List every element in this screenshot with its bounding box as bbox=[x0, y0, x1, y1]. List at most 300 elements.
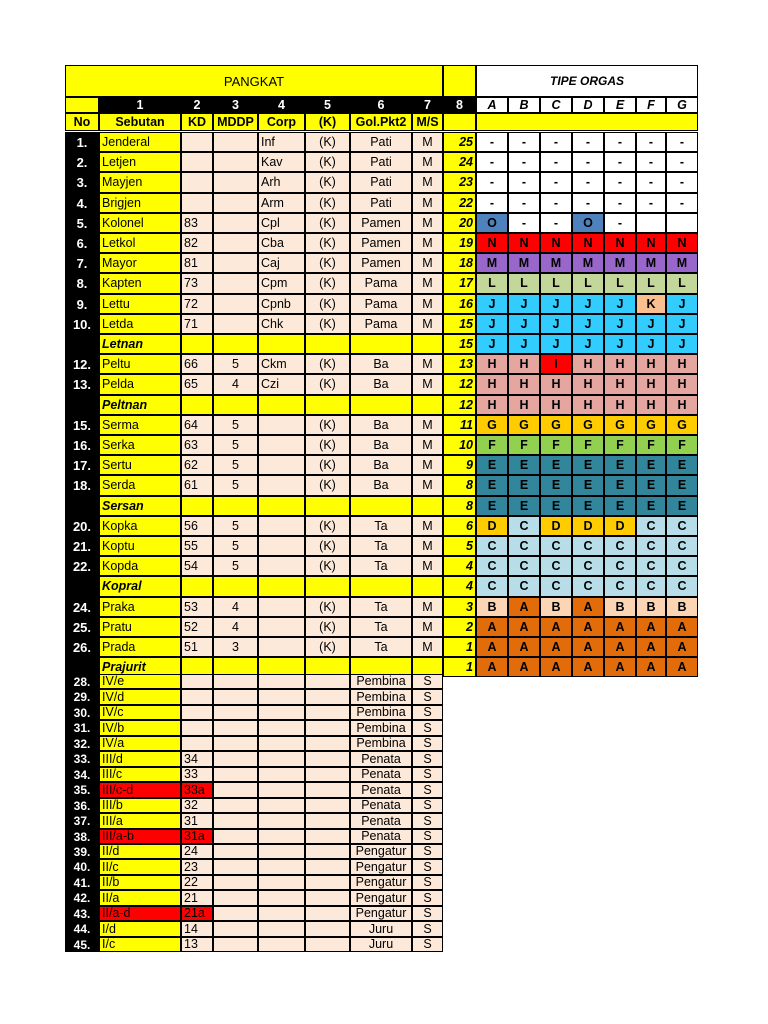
type-cell[interactable]: F bbox=[476, 435, 508, 455]
type-cell[interactable]: N bbox=[572, 233, 604, 253]
group-blank-cell[interactable] bbox=[350, 334, 412, 354]
gol-cell[interactable]: Pembina bbox=[350, 736, 412, 751]
type-cell[interactable]: M bbox=[604, 253, 636, 273]
kd-cell[interactable]: 52 bbox=[181, 617, 213, 637]
mddp-cell[interactable] bbox=[213, 273, 258, 294]
k-cell[interactable]: (K) bbox=[305, 536, 350, 556]
gol-cell[interactable]: Pengatur bbox=[350, 844, 412, 859]
blank-cell[interactable] bbox=[213, 705, 258, 720]
rank-name[interactable]: Letjen bbox=[99, 152, 181, 172]
gol-cell[interactable]: Ta bbox=[350, 516, 412, 536]
type-cell[interactable]: A bbox=[666, 637, 698, 657]
ms-cell[interactable]: M bbox=[412, 597, 443, 617]
blank-cell[interactable] bbox=[258, 906, 305, 921]
column-number[interactable]: 2 bbox=[181, 97, 213, 113]
header-ms[interactable]: M/S bbox=[412, 113, 443, 131]
type-cell[interactable]: - bbox=[604, 193, 636, 213]
gol-cell[interactable]: Pamen bbox=[350, 253, 412, 273]
type-cell[interactable]: J bbox=[636, 334, 666, 354]
row-number[interactable]: 38. bbox=[65, 829, 99, 844]
type-cell[interactable]: C bbox=[476, 556, 508, 576]
type-cell[interactable]: C bbox=[604, 536, 636, 556]
level-cell[interactable]: 4 bbox=[443, 556, 476, 576]
row-number[interactable] bbox=[65, 334, 99, 354]
row-number[interactable]: 31. bbox=[65, 720, 99, 736]
group-label[interactable]: Letnan bbox=[99, 334, 181, 354]
type-cell[interactable]: A bbox=[666, 657, 698, 677]
blank-cell[interactable] bbox=[305, 844, 350, 859]
blank-cell[interactable] bbox=[305, 813, 350, 829]
rank-name[interactable]: Letkol bbox=[99, 233, 181, 253]
ms-cell[interactable]: S bbox=[412, 844, 443, 859]
mddp-cell[interactable] bbox=[213, 172, 258, 193]
type-cell[interactable]: C bbox=[476, 576, 508, 597]
level-cell[interactable]: 23 bbox=[443, 172, 476, 193]
ms-cell[interactable]: M bbox=[412, 435, 443, 455]
ms-cell[interactable]: S bbox=[412, 859, 443, 875]
mddp-cell[interactable]: 4 bbox=[213, 597, 258, 617]
type-cell[interactable]: H bbox=[604, 395, 636, 415]
level-cell[interactable]: 15 bbox=[443, 334, 476, 354]
gol-cell[interactable]: Pengatur bbox=[350, 890, 412, 906]
type-cell[interactable]: B bbox=[476, 597, 508, 617]
level-cell[interactable]: 15 bbox=[443, 314, 476, 334]
rank-name[interactable]: Praka bbox=[99, 597, 181, 617]
row-number[interactable]: 39. bbox=[65, 844, 99, 859]
type-cell[interactable]: O bbox=[572, 213, 604, 233]
k-cell[interactable]: (K) bbox=[305, 374, 350, 395]
type-header-c[interactable]: C bbox=[540, 97, 572, 113]
gol-cell[interactable]: Ta bbox=[350, 637, 412, 657]
kd-cell[interactable]: 14 bbox=[181, 921, 213, 937]
row-number[interactable] bbox=[65, 496, 99, 516]
rank-name[interactable]: Mayjen bbox=[99, 172, 181, 193]
blank-cell[interactable] bbox=[213, 736, 258, 751]
grade-name[interactable]: III/a bbox=[99, 813, 181, 829]
blank-cell[interactable] bbox=[305, 921, 350, 937]
type-cell[interactable]: E bbox=[636, 475, 666, 496]
type-cell[interactable]: J bbox=[604, 294, 636, 314]
grade-name[interactable]: IV/e bbox=[99, 674, 181, 689]
gol-cell[interactable]: Penata bbox=[350, 782, 412, 798]
type-cell[interactable]: A bbox=[572, 617, 604, 637]
group-blank-cell[interactable] bbox=[258, 334, 305, 354]
type-cell[interactable]: - bbox=[666, 132, 698, 152]
grade-name[interactable]: IV/b bbox=[99, 720, 181, 736]
k-cell[interactable]: (K) bbox=[305, 637, 350, 657]
gol-cell[interactable]: Pembina bbox=[350, 705, 412, 720]
blank-cell[interactable] bbox=[213, 782, 258, 798]
kd-cell[interactable]: 62 bbox=[181, 455, 213, 475]
row-number[interactable]: 8. bbox=[65, 273, 99, 294]
ms-cell[interactable]: M bbox=[412, 516, 443, 536]
type-cell[interactable]: A bbox=[572, 597, 604, 617]
ms-cell[interactable]: S bbox=[412, 782, 443, 798]
kd-cell[interactable]: 22 bbox=[181, 875, 213, 890]
type-cell[interactable]: A bbox=[540, 657, 572, 677]
type-cell[interactable]: E bbox=[666, 475, 698, 496]
row-number[interactable]: 41. bbox=[65, 875, 99, 890]
corp-cell[interactable] bbox=[258, 637, 305, 657]
k-cell[interactable]: (K) bbox=[305, 435, 350, 455]
type-cell[interactable]: E bbox=[666, 496, 698, 516]
level-cell[interactable]: 12 bbox=[443, 395, 476, 415]
blank-cell[interactable] bbox=[305, 937, 350, 952]
corp-cell[interactable]: Inf bbox=[258, 132, 305, 152]
type-cell[interactable]: J bbox=[572, 334, 604, 354]
type-cell[interactable]: - bbox=[636, 193, 666, 213]
group-blank-cell[interactable] bbox=[181, 395, 213, 415]
type-cell[interactable]: C bbox=[636, 556, 666, 576]
type-cell[interactable]: H bbox=[508, 395, 540, 415]
type-cell[interactable]: - bbox=[604, 152, 636, 172]
type-cell[interactable]: A bbox=[508, 597, 540, 617]
row-number[interactable]: 24. bbox=[65, 597, 99, 617]
row-number[interactable]: 43. bbox=[65, 906, 99, 921]
blank-cell[interactable] bbox=[258, 782, 305, 798]
blank-cell[interactable] bbox=[305, 798, 350, 813]
ms-cell[interactable]: S bbox=[412, 906, 443, 921]
ms-cell[interactable]: M bbox=[412, 273, 443, 294]
rank-name[interactable]: Pelda bbox=[99, 374, 181, 395]
gol-cell[interactable]: Ba bbox=[350, 435, 412, 455]
group-label[interactable]: Sersan bbox=[99, 496, 181, 516]
type-cell[interactable]: F bbox=[572, 435, 604, 455]
type-cell[interactable]: J bbox=[540, 334, 572, 354]
corp-cell[interactable]: Cpnb bbox=[258, 294, 305, 314]
type-cell[interactable]: - bbox=[508, 193, 540, 213]
row-number[interactable]: 13. bbox=[65, 374, 99, 395]
row-number[interactable]: 4. bbox=[65, 193, 99, 213]
blank-cell[interactable] bbox=[258, 921, 305, 937]
group-blank-cell[interactable] bbox=[258, 496, 305, 516]
type-cell[interactable]: E bbox=[636, 455, 666, 475]
type-cell[interactable]: J bbox=[604, 334, 636, 354]
level-cell[interactable]: 12 bbox=[443, 374, 476, 395]
corp-cell[interactable]: Kav bbox=[258, 152, 305, 172]
gol-cell[interactable]: Pengatur bbox=[350, 906, 412, 921]
type-cell[interactable]: H bbox=[476, 374, 508, 395]
kd-cell[interactable]: 65 bbox=[181, 374, 213, 395]
type-cell[interactable]: H bbox=[666, 395, 698, 415]
type-cell[interactable]: E bbox=[508, 455, 540, 475]
type-cell[interactable]: - bbox=[572, 132, 604, 152]
type-cell[interactable]: G bbox=[476, 415, 508, 435]
kd-cell[interactable]: 54 bbox=[181, 556, 213, 576]
type-cell[interactable]: H bbox=[476, 354, 508, 374]
type-cell[interactable]: - bbox=[572, 172, 604, 193]
mddp-cell[interactable]: 5 bbox=[213, 415, 258, 435]
blank-cell[interactable] bbox=[213, 875, 258, 890]
level-cell[interactable]: 8 bbox=[443, 475, 476, 496]
blank-cell[interactable] bbox=[258, 674, 305, 689]
group-blank-cell[interactable] bbox=[305, 334, 350, 354]
type-cell[interactable]: H bbox=[636, 395, 666, 415]
gol-cell[interactable]: Ba bbox=[350, 475, 412, 496]
type-cell[interactable]: J bbox=[540, 314, 572, 334]
ms-cell[interactable]: S bbox=[412, 798, 443, 813]
column-number[interactable]: 8 bbox=[443, 97, 476, 113]
group-blank-cell[interactable] bbox=[181, 496, 213, 516]
level-cell[interactable]: 18 bbox=[443, 253, 476, 273]
group-blank-cell[interactable] bbox=[181, 576, 213, 597]
blank-cell[interactable] bbox=[213, 859, 258, 875]
corp-cell[interactable]: Arm bbox=[258, 193, 305, 213]
type-cell[interactable]: G bbox=[508, 415, 540, 435]
type-cell[interactable]: J bbox=[666, 334, 698, 354]
header-corp[interactable]: Corp bbox=[258, 113, 305, 131]
type-cell[interactable]: C bbox=[508, 556, 540, 576]
blank-cell[interactable] bbox=[305, 767, 350, 782]
level-cell[interactable]: 22 bbox=[443, 193, 476, 213]
kd-cell[interactable] bbox=[181, 152, 213, 172]
type-cell[interactable]: A bbox=[508, 617, 540, 637]
type-cell[interactable]: J bbox=[666, 314, 698, 334]
header-gol[interactable]: Gol.Pkt2 bbox=[350, 113, 412, 131]
rank-name[interactable]: Jenderal bbox=[99, 132, 181, 152]
ms-cell[interactable]: M bbox=[412, 637, 443, 657]
type-cell[interactable]: L bbox=[508, 273, 540, 294]
type-cell[interactable]: H bbox=[540, 374, 572, 395]
blank-cell[interactable] bbox=[305, 705, 350, 720]
type-cell[interactable]: - bbox=[540, 152, 572, 172]
k-cell[interactable]: (K) bbox=[305, 172, 350, 193]
group-blank-cell[interactable] bbox=[305, 395, 350, 415]
blank-cell[interactable] bbox=[213, 751, 258, 767]
type-cell[interactable]: F bbox=[636, 435, 666, 455]
type-cell[interactable]: N bbox=[604, 233, 636, 253]
ms-cell[interactable]: S bbox=[412, 689, 443, 705]
blank-cell[interactable] bbox=[213, 813, 258, 829]
corp-cell[interactable] bbox=[258, 475, 305, 496]
gol-cell[interactable]: Pama bbox=[350, 273, 412, 294]
type-cell[interactable]: - bbox=[636, 132, 666, 152]
kd-cell[interactable] bbox=[181, 689, 213, 705]
gol-cell[interactable]: Ba bbox=[350, 455, 412, 475]
mddp-cell[interactable] bbox=[213, 314, 258, 334]
mddp-cell[interactable] bbox=[213, 213, 258, 233]
kd-cell[interactable]: 23 bbox=[181, 859, 213, 875]
rank-name[interactable]: Serma bbox=[99, 415, 181, 435]
kd-cell[interactable] bbox=[181, 132, 213, 152]
type-cell[interactable]: A bbox=[508, 657, 540, 677]
blank-cell[interactable] bbox=[305, 890, 350, 906]
gol-cell[interactable]: Ta bbox=[350, 617, 412, 637]
gol-cell[interactable]: Ba bbox=[350, 374, 412, 395]
header-kd[interactable]: KD bbox=[181, 113, 213, 131]
gol-cell[interactable]: Pembina bbox=[350, 689, 412, 705]
row-number[interactable]: 33. bbox=[65, 751, 99, 767]
blank-cell[interactable] bbox=[258, 829, 305, 844]
type-cell[interactable]: F bbox=[540, 435, 572, 455]
ms-cell[interactable]: M bbox=[412, 132, 443, 152]
kd-cell[interactable]: 61 bbox=[181, 475, 213, 496]
kd-cell[interactable]: 72 bbox=[181, 294, 213, 314]
type-cell[interactable]: L bbox=[666, 273, 698, 294]
rank-name[interactable]: Serda bbox=[99, 475, 181, 496]
ms-cell[interactable]: M bbox=[412, 152, 443, 172]
type-cell[interactable]: E bbox=[572, 455, 604, 475]
type-cell[interactable]: J bbox=[636, 314, 666, 334]
type-cell[interactable]: C bbox=[636, 516, 666, 536]
type-cell[interactable]: H bbox=[666, 374, 698, 395]
type-cell[interactable]: C bbox=[636, 536, 666, 556]
row-number[interactable]: 32. bbox=[65, 736, 99, 751]
grade-name[interactable]: II/a-d bbox=[99, 906, 181, 921]
k-cell[interactable]: (K) bbox=[305, 314, 350, 334]
blank-cell[interactable] bbox=[213, 767, 258, 782]
type-cell[interactable]: H bbox=[604, 374, 636, 395]
group-blank-cell[interactable] bbox=[412, 395, 443, 415]
mddp-cell[interactable]: 4 bbox=[213, 617, 258, 637]
mddp-cell[interactable]: 5 bbox=[213, 435, 258, 455]
type-cell[interactable]: E bbox=[476, 475, 508, 496]
grade-name[interactable]: IV/d bbox=[99, 689, 181, 705]
corp-cell[interactable]: Czi bbox=[258, 374, 305, 395]
gol-cell[interactable]: Pati bbox=[350, 132, 412, 152]
blank-cell[interactable] bbox=[213, 921, 258, 937]
kd-cell[interactable]: 33a bbox=[181, 782, 213, 798]
type-cell[interactable]: N bbox=[636, 233, 666, 253]
corp-cell[interactable] bbox=[258, 516, 305, 536]
group-blank-cell[interactable] bbox=[181, 334, 213, 354]
ms-cell[interactable]: M bbox=[412, 475, 443, 496]
type-cell[interactable]: G bbox=[604, 415, 636, 435]
ms-cell[interactable]: S bbox=[412, 751, 443, 767]
row-number[interactable]: 40. bbox=[65, 859, 99, 875]
group-label[interactable]: Kopral bbox=[99, 576, 181, 597]
rank-name[interactable]: Sertu bbox=[99, 455, 181, 475]
type-cell[interactable]: A bbox=[636, 617, 666, 637]
type-cell[interactable]: M bbox=[572, 253, 604, 273]
type-cell[interactable]: E bbox=[508, 475, 540, 496]
mddp-cell[interactable] bbox=[213, 193, 258, 213]
level-cell[interactable]: 5 bbox=[443, 536, 476, 556]
rank-name[interactable]: Letda bbox=[99, 314, 181, 334]
gol-cell[interactable]: Pamen bbox=[350, 233, 412, 253]
type-cell[interactable]: N bbox=[666, 233, 698, 253]
k-cell[interactable]: (K) bbox=[305, 152, 350, 172]
grade-name[interactable]: III/c bbox=[99, 767, 181, 782]
type-cell[interactable]: - bbox=[540, 193, 572, 213]
row-number[interactable]: 12. bbox=[65, 354, 99, 374]
level-cell[interactable]: 24 bbox=[443, 152, 476, 172]
row-number[interactable]: 17. bbox=[65, 455, 99, 475]
gol-cell[interactable]: Penata bbox=[350, 829, 412, 844]
grade-name[interactable]: III/a-b bbox=[99, 829, 181, 844]
type-cell[interactable]: J bbox=[476, 294, 508, 314]
type-cell[interactable]: C bbox=[508, 576, 540, 597]
title-tipe-orgas[interactable]: TIPE ORGAS bbox=[476, 65, 698, 97]
mddp-cell[interactable]: 4 bbox=[213, 374, 258, 395]
k-cell[interactable]: (K) bbox=[305, 617, 350, 637]
corp-cell[interactable] bbox=[258, 617, 305, 637]
column-number[interactable]: 6 bbox=[350, 97, 412, 113]
type-cell[interactable]: C bbox=[604, 576, 636, 597]
type-cell[interactable]: - bbox=[540, 132, 572, 152]
mddp-cell[interactable]: 3 bbox=[213, 637, 258, 657]
k-cell[interactable]: (K) bbox=[305, 193, 350, 213]
kd-cell[interactable]: 33 bbox=[181, 767, 213, 782]
type-cell[interactable] bbox=[636, 213, 666, 233]
mddp-cell[interactable] bbox=[213, 132, 258, 152]
rank-name[interactable]: Pratu bbox=[99, 617, 181, 637]
type-cell[interactable]: E bbox=[572, 475, 604, 496]
ms-cell[interactable]: M bbox=[412, 374, 443, 395]
corp-cell[interactable]: Chk bbox=[258, 314, 305, 334]
ms-cell[interactable]: S bbox=[412, 736, 443, 751]
level-cell[interactable]: 6 bbox=[443, 516, 476, 536]
ms-cell[interactable]: M bbox=[412, 253, 443, 273]
group-blank-cell[interactable] bbox=[213, 576, 258, 597]
mddp-cell[interactable]: 5 bbox=[213, 536, 258, 556]
k-cell[interactable]: (K) bbox=[305, 455, 350, 475]
row-number[interactable]: 3. bbox=[65, 172, 99, 193]
type-cell[interactable]: E bbox=[604, 455, 636, 475]
kd-cell[interactable]: 66 bbox=[181, 354, 213, 374]
type-cell[interactable]: H bbox=[636, 354, 666, 374]
blank-cell[interactable] bbox=[258, 798, 305, 813]
group-blank-cell[interactable] bbox=[213, 334, 258, 354]
k-cell[interactable]: (K) bbox=[305, 233, 350, 253]
gol-cell[interactable]: Penata bbox=[350, 798, 412, 813]
type-cell[interactable]: C bbox=[508, 536, 540, 556]
kd-cell[interactable]: 73 bbox=[181, 273, 213, 294]
ms-cell[interactable]: S bbox=[412, 813, 443, 829]
type-cell[interactable]: H bbox=[604, 354, 636, 374]
level-cell[interactable]: 19 bbox=[443, 233, 476, 253]
mddp-cell[interactable]: 5 bbox=[213, 475, 258, 496]
rank-name[interactable]: Kopka bbox=[99, 516, 181, 536]
k-cell[interactable]: (K) bbox=[305, 475, 350, 496]
row-number[interactable]: 44. bbox=[65, 921, 99, 937]
level-cell[interactable]: 25 bbox=[443, 132, 476, 152]
corp-cell[interactable]: Ckm bbox=[258, 354, 305, 374]
gol-cell[interactable]: Pama bbox=[350, 314, 412, 334]
type-cell[interactable]: B bbox=[540, 597, 572, 617]
gol-cell[interactable]: Pengatur bbox=[350, 875, 412, 890]
column-number[interactable]: 1 bbox=[99, 97, 181, 113]
group-blank-cell[interactable] bbox=[305, 496, 350, 516]
k-cell[interactable]: (K) bbox=[305, 354, 350, 374]
type-cell[interactable]: G bbox=[666, 415, 698, 435]
row-number[interactable]: 20. bbox=[65, 516, 99, 536]
gol-cell[interactable]: Penata bbox=[350, 813, 412, 829]
type-cell[interactable]: H bbox=[572, 395, 604, 415]
gol-cell[interactable]: Pembina bbox=[350, 674, 412, 689]
kd-cell[interactable] bbox=[181, 193, 213, 213]
grade-name[interactable]: III/c-d bbox=[99, 782, 181, 798]
k-cell[interactable]: (K) bbox=[305, 415, 350, 435]
header-lvl-blank[interactable] bbox=[443, 113, 476, 131]
blank-cell[interactable] bbox=[213, 798, 258, 813]
type-cell[interactable] bbox=[666, 213, 698, 233]
ms-cell[interactable]: S bbox=[412, 921, 443, 937]
row-number[interactable]: 35. bbox=[65, 782, 99, 798]
gol-cell[interactable]: Juru bbox=[350, 937, 412, 952]
type-cell[interactable]: E bbox=[476, 496, 508, 516]
type-cell[interactable]: A bbox=[572, 637, 604, 657]
row-number[interactable]: 22. bbox=[65, 556, 99, 576]
type-cell[interactable]: M bbox=[540, 253, 572, 273]
type-cell[interactable]: A bbox=[636, 637, 666, 657]
type-cell[interactable]: O bbox=[476, 213, 508, 233]
type-cell[interactable]: E bbox=[604, 496, 636, 516]
kd-cell[interactable] bbox=[181, 736, 213, 751]
type-cell[interactable]: A bbox=[604, 617, 636, 637]
type-cell[interactable]: - bbox=[540, 213, 572, 233]
gol-cell[interactable]: Pama bbox=[350, 294, 412, 314]
